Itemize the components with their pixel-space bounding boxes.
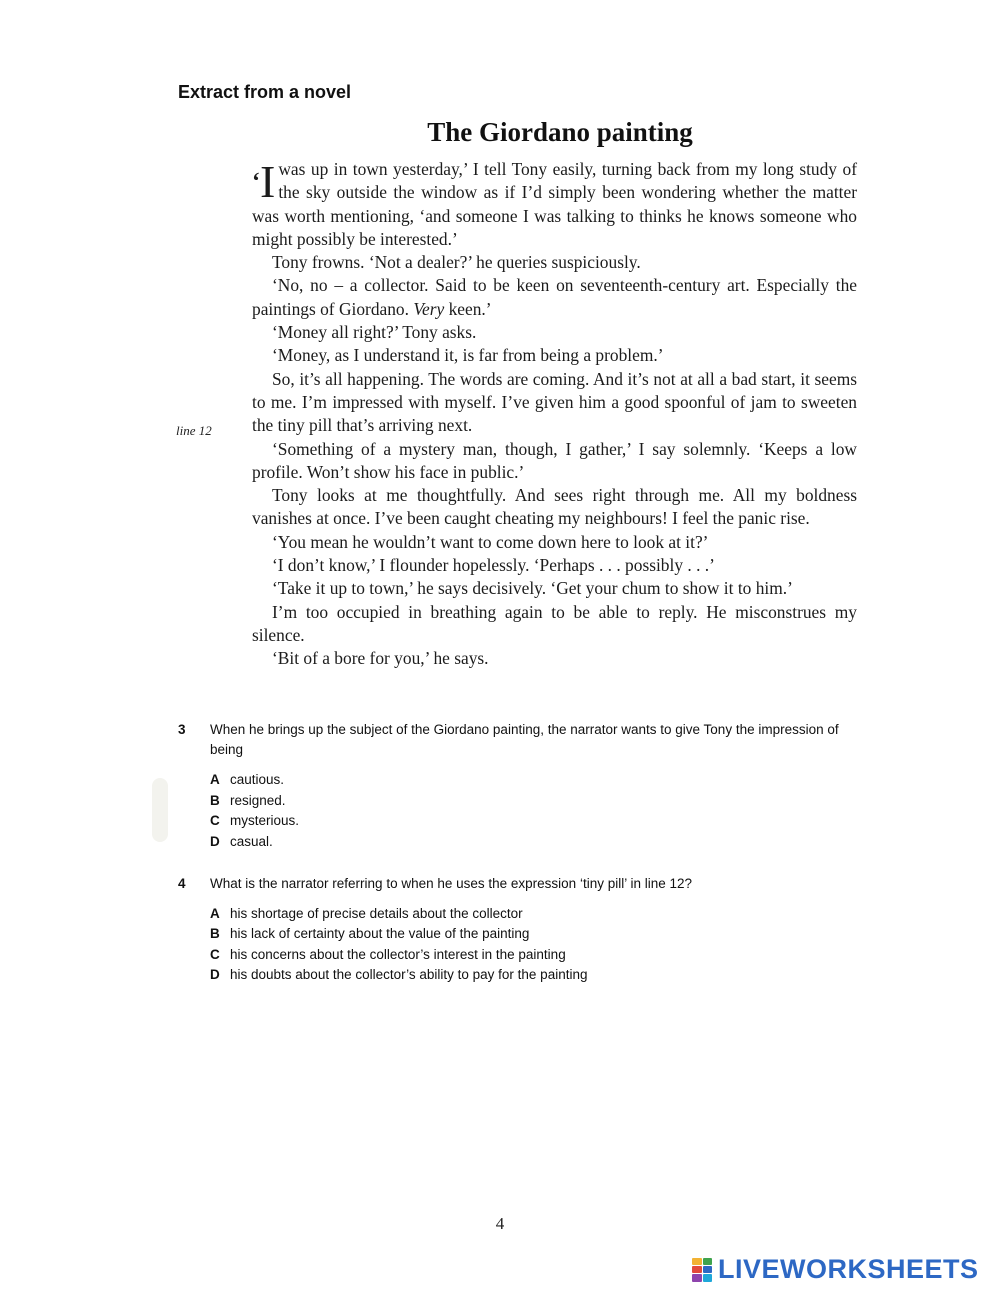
drop-cap: ‘I bbox=[252, 156, 276, 207]
question-3-option-d[interactable]: D casual. bbox=[210, 834, 273, 849]
passage bbox=[252, 158, 857, 671]
question-4-option-b[interactable]: B his lack of certainty about the value of the painting bbox=[210, 926, 530, 941]
question-3-option-a[interactable]: A cautious. bbox=[210, 772, 285, 787]
question-4-option-d[interactable]: D his doubts about the collector’s ability to pay for the painting bbox=[210, 967, 588, 982]
logo-block bbox=[703, 1266, 713, 1273]
line-marker: line 12 bbox=[176, 423, 212, 438]
passage-title: The Giordano painting bbox=[427, 117, 693, 147]
logo-block bbox=[692, 1266, 702, 1273]
question-3-option-c[interactable]: C mysterious. bbox=[210, 813, 300, 828]
passage-paragraph: ‘Take it up to town,’ he says decisively. ‘Get your chum to show it to him.’ bbox=[272, 578, 793, 599]
passage-paragraph: Tony frowns. ‘Not a dealer?’ he queries suspiciously. bbox=[272, 252, 641, 273]
question-3-text: When he brings up the subject of the Giordano painting, the narrator wants to give Tony the impression of being bbox=[210, 722, 839, 757]
passage-paragraph: ‘No, no – a collector. Said to be keen on seventeenth-century art. Especially the paintings of Giordano. Very keen.’ bbox=[252, 275, 857, 319]
question-4-number: 4 bbox=[178, 876, 186, 891]
question-3-number: 3 bbox=[178, 722, 186, 737]
liveworksheets-brand[interactable] bbox=[692, 1254, 979, 1285]
liveworksheets-logo-icon bbox=[692, 1258, 712, 1282]
logo-block bbox=[692, 1274, 702, 1281]
passage-paragraph: ‘Money all right?’ Tony asks. bbox=[272, 322, 477, 343]
passage-paragraph: ‘I was up in town yesterday,’ I tell Tony easily, turning back from my long study of the sky outside the window as if I’d simply been wondering whether the matter was worth mentioning, ‘and someone I was talking to thinks he knows someone who might possibly be interested.’ bbox=[252, 156, 857, 249]
logo-block bbox=[703, 1258, 713, 1265]
brand-text: LIVEWORKSHEETS bbox=[718, 1254, 979, 1284]
question-3-option-b[interactable]: B resigned. bbox=[210, 793, 286, 808]
passage-paragraph: ‘Something of a mystery man, though, I gather,’ I say solemnly. ‘Keeps a low profile. Won’t show his face in public.’ bbox=[252, 438, 857, 482]
logo-block bbox=[703, 1274, 713, 1281]
scan-smudge bbox=[152, 778, 168, 842]
question-4-option-c[interactable]: C his concerns about the collector’s interest in the painting bbox=[210, 947, 566, 962]
passage-paragraph: ‘I don’t know,’ I flounder hopelessly. ‘Perhaps . . . possibly . . .’ bbox=[272, 555, 715, 576]
passage-paragraph: ‘Money, as I understand it, is far from being a problem.’ bbox=[272, 345, 664, 366]
passage-paragraph: So, it’s all happening. The words are coming. And it’s not at all a bad start, it seems to me. I’m impressed with myself. I’ve given him a good spoonful of jam to sweeten the tiny pill that’s arriving next. bbox=[252, 368, 857, 436]
section-heading: Extract from a novel bbox=[178, 82, 352, 102]
page-number: 4 bbox=[495, 1214, 505, 1233]
logo-block bbox=[692, 1258, 702, 1265]
question-4-text: What is the narrator referring to when he uses the expression ‘tiny pill’ in line 12? bbox=[210, 876, 692, 891]
passage-paragraph: ‘Bit of a bore for you,’ he says. bbox=[272, 648, 489, 669]
passage-paragraph: I’m too occupied in breathing again to be able to reply. He misconstrues my silence. bbox=[252, 601, 857, 645]
question-4-option-a[interactable]: A his shortage of precise details about the collector bbox=[210, 906, 523, 921]
passage-paragraph: Tony looks at me thoughtfully. And sees right through me. All my boldness vanishes at once. I’ve been caught cheating my neighbours! I feel the panic rise. bbox=[252, 485, 857, 529]
passage-paragraph: ‘You mean he wouldn’t want to come down here to look at it?’ bbox=[272, 531, 709, 552]
